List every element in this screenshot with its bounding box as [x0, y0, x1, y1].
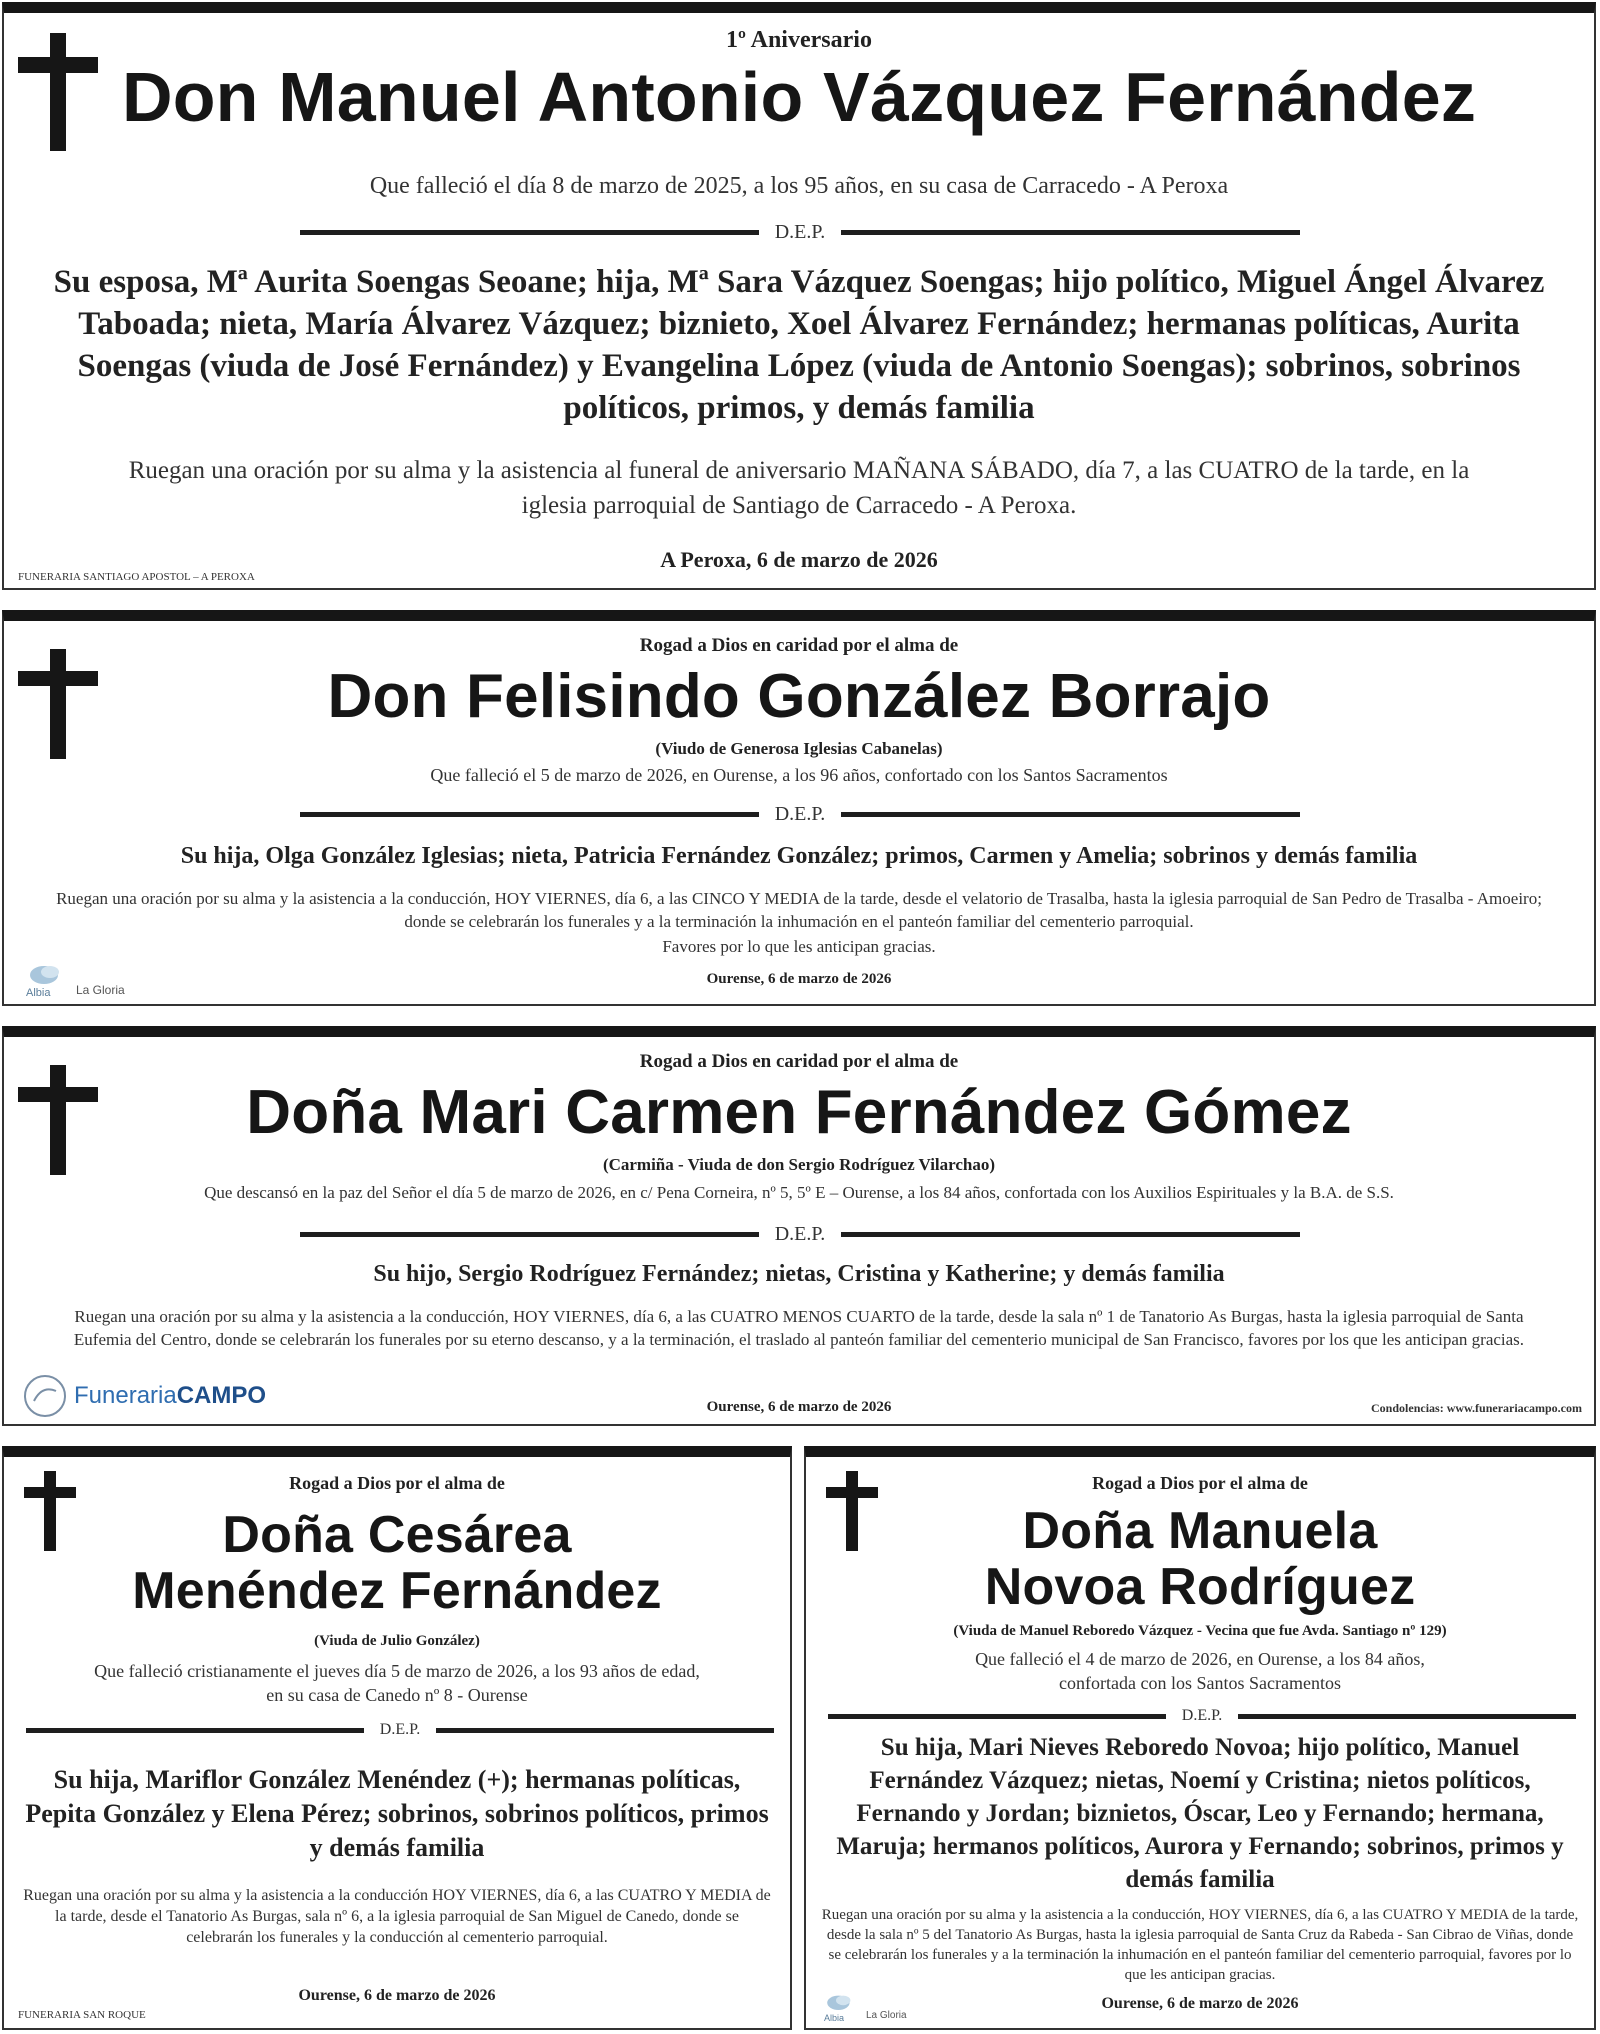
dep-divider — [300, 221, 1300, 244]
funeral-request: Ruegan una oración por su alma y la asistencia a la conducción, HOY VIERNES, día 6, a las CINCO Y MEDIA de la tarde, desde el velatorio de Trasalba, hasta la iglesia parroquial de San Pedro de Trasalba - Amoeiro; donde se celebrarán los funerales y a la terminación la inhumación en el panteón familiar del cementerio parroquial. — [56, 889, 1542, 931]
deceased-subtitle: (Viudo de Generosa Iglesias Cabanelas) — [655, 739, 943, 758]
deceased-subtitle: (Viuda de Julio González) — [314, 1633, 480, 1649]
divider-line — [300, 230, 759, 235]
dep-label: D.E.P. — [379, 1721, 421, 1738]
deceased-name: Don Felisindo González Borrajo — [327, 662, 1271, 731]
death-details-line-2: en su casa de Canedo nº 8 - Ourense — [266, 1685, 528, 1705]
divider-line — [300, 1232, 759, 1237]
condolences-link[interactable]: Condolencias: www.funerariacampo.com — [1371, 1401, 1582, 1415]
notice-date: Ourense, 6 de marzo de 2026 — [706, 1399, 892, 1415]
deceased-subtitle: (Viuda de Manuel Reboredo Vázquez - Vecina que fue Avda. Santiago nº 129) — [953, 1623, 1447, 1639]
funeral-home-logo — [26, 961, 125, 997]
funeral-home-name: FUNERARIA SANTIAGO APOSTOL – A PEROXA — [18, 571, 255, 583]
dep-label: D.E.P. — [774, 1223, 826, 1245]
prayer-header: Rogad a Dios por el alma de — [1092, 1473, 1308, 1493]
family-list: Su hija, Mariflor González Menéndez (+); hermanas políticas, Pepita González y Elena Pérez; sobrinos, sobrinos políticos, primos y demás familia — [25, 1765, 769, 1862]
logo-text-albia: Albia — [26, 987, 51, 999]
funeral-request: Ruegan una oración por su alma y la asistencia a la conducción HOY VIERNES, día 6, a las CUATRO Y MEDIA de la tarde, desde el Tanatorio As Burgas, sala nº 6, a la iglesia parroquial de San Miguel de Canedo, donde se celebrarán los funerales y la conducción al cementerio parroquial. — [23, 1887, 771, 1946]
deceased-subtitle: (Carmiña - Viuda de don Sergio Rodríguez Vilarchao) — [602, 1155, 996, 1174]
obituary-notice-vazquez — [2, 2, 1596, 590]
divider-line — [828, 1714, 1166, 1719]
notice-date: Ourense, 6 de marzo de 2026 — [706, 971, 892, 987]
prayer-header: Rogad a Dios por el alma de — [289, 1473, 505, 1493]
family-list: Su hijo, Sergio Rodríguez Fernández; nietas, Cristina y Katherine; y demás familia — [373, 1261, 1225, 1287]
albia-logo-icon — [26, 961, 66, 997]
notice-date: Ourense, 6 de marzo de 2026 — [1101, 1995, 1299, 2012]
notice-date: Ourense, 6 de marzo de 2026 — [298, 1987, 496, 2004]
thanks-note: Favores por lo que les anticipan gracias. — [662, 937, 936, 956]
notice-date: A Peroxa, 6 de marzo de 2026 — [660, 547, 938, 572]
dep-divider — [300, 803, 1300, 826]
dep-label: D.E.P. — [1181, 1707, 1223, 1724]
divider-line — [1238, 1714, 1576, 1719]
funeral-request: Ruegan una oración por su alma y la asistencia al funeral de aniversario MAÑANA SÁBADO, día 7, a las CUATRO de la tarde, en la iglesia parroquial de Santiago de Carracedo - A Peroxa. — [128, 457, 1470, 519]
prayer-header: Rogad a Dios en caridad por el alma de — [639, 635, 959, 656]
obituary-notice-fernandez-gomez — [2, 1026, 1596, 1426]
divider-line — [841, 1232, 1300, 1237]
divider-line — [841, 230, 1300, 235]
divider-line — [841, 812, 1300, 817]
obituary-notice-menendez — [2, 1446, 792, 2030]
divider-line — [300, 812, 759, 817]
funeral-home-name: FUNERARIA SAN ROQUE — [18, 2009, 146, 2021]
deceased-name-line-2: Menéndez Fernández — [132, 1562, 662, 1620]
death-details-line-1: Que falleció cristianamente el jueves día 5 de marzo de 2026, a los 93 años de edad, — [94, 1661, 700, 1681]
logo-text — [74, 1382, 266, 1410]
deceased-name: Don Manuel Antonio Vázquez Fernández — [121, 58, 1477, 136]
prayer-header: Rogad a Dios en caridad por el alma de — [639, 1051, 959, 1072]
family-list: Su esposa, Mª Aurita Soengas Seoane; hija, Mª Sara Vázquez Soengas; hijo político, Miguel Ángel Álvarez Taboada; nieta, María Álvarez Vázquez; biznieto, Xoel Álvarez Fernández; hermanas políticas, Aurita Soengas (viuda de José Fernández) y Evangelina López (viuda de Antonio Soengas); sobrinos, sobrinos políticos, primos, y demás familia — [53, 264, 1545, 426]
deceased-name-line-1: Doña Cesárea — [222, 1506, 572, 1564]
logo-text-campo: CAMPO — [176, 1382, 267, 1409]
deceased-name-line-2: Novoa Rodríguez — [984, 1558, 1416, 1616]
obituary-notice-gonzalez-borrajo — [2, 610, 1596, 1006]
family-list: Su hija, Mari Nieves Reboredo Novoa; hijo político, Manuel Fernández Vázquez; nietas, Noemí y Cristina; nietos políticos, Fernando y Jordan; biznietos, Óscar, Leo y Fernando; hermana, Maruja; hermanos políticos, Aurora y Fernando; sobrinos, primos y demás familia — [836, 1734, 1564, 1893]
dep-divider — [828, 1707, 1576, 1725]
dep-label: D.E.P. — [774, 221, 826, 243]
death-details-line-1: Que falleció el 4 de marzo de 2026, en Ourense, a los 84 años, — [975, 1649, 1425, 1669]
deceased-name: Doña Mari Carmen Fernández Gómez — [246, 1078, 1352, 1147]
logo-text-funeraria: Funeraria — [74, 1382, 177, 1409]
death-details: Que falleció el día 8 de marzo de 2025, a los 95 años, en su casa de Carracedo - A Peroxa — [369, 173, 1229, 199]
dep-divider — [26, 1721, 774, 1739]
logo-text-gloria: La Gloria — [866, 2010, 907, 2021]
death-details: Que falleció el 5 de marzo de 2026, en Ourense, a los 96 años, confortado con los Santos Sacramentos — [430, 765, 1168, 785]
funeral-request: Ruegan una oración por su alma y la asistencia a la conducción, HOY VIERNES, día 6, a las CUATRO Y MEDIA de la tarde, desde la sala nº 5 del Tanatorio As Burgas, hasta la iglesia parroquial de Santa Cruz da Rabeda - San Cibrao de Viñas, donde se celebrarán los funerales y a la terminación la inhumación en el panteón familiar del cementerio parroquial, favores por lo que les anticipan gracias. — [821, 1907, 1579, 1983]
deceased-name-line-1: Doña Manuela — [1022, 1502, 1378, 1560]
death-details: Que descansó en la paz del Señor el día 5 de marzo de 2026, en c/ Pena Corneira, nº 5, 5º E – Ourense, a los 84 años, confortada con los Auxilios Espirituales y la B.A. de S.S. — [204, 1183, 1394, 1202]
dep-label: D.E.P. — [774, 803, 826, 825]
funeral-request: Ruegan una oración por su alma y la asistencia a la conducción, HOY VIERNES, día 6, a las CUATRO MENOS CUARTO de la tarde, desde la sala nº 1 de Tanatorio As Burgas, hasta la iglesia parroquial de Santa Eufemia del Centro, donde se celebrarán los funerales por su eterno descanso, y a la terminación, el traslado al panteón familiar del cementerio municipal de San Francisco, favores por los que les anticipan gracias. — [73, 1307, 1525, 1349]
anniversary-header: 1º Aniversario — [726, 27, 872, 53]
death-details-line-2: confortada con los Santos Sacramentos — [1059, 1673, 1341, 1693]
family-list: Su hija, Olga González Iglesias; nieta, Patricia Fernández González; primos, Carmen y Amelia; sobrinos y demás familia — [180, 843, 1418, 869]
dep-divider — [300, 1223, 1300, 1246]
logo-text-gloria: La Gloria — [76, 983, 125, 997]
funeral-home-logo — [824, 1991, 907, 2021]
logo-text-albia: Albia — [824, 2013, 845, 2023]
divider-line — [436, 1728, 774, 1733]
divider-line — [26, 1728, 364, 1733]
obituary-notice-novoa — [804, 1446, 1596, 2030]
funeral-home-logo — [22, 1373, 266, 1419]
albia-logo-icon — [824, 1991, 856, 2021]
campo-logo-icon — [22, 1373, 68, 1419]
